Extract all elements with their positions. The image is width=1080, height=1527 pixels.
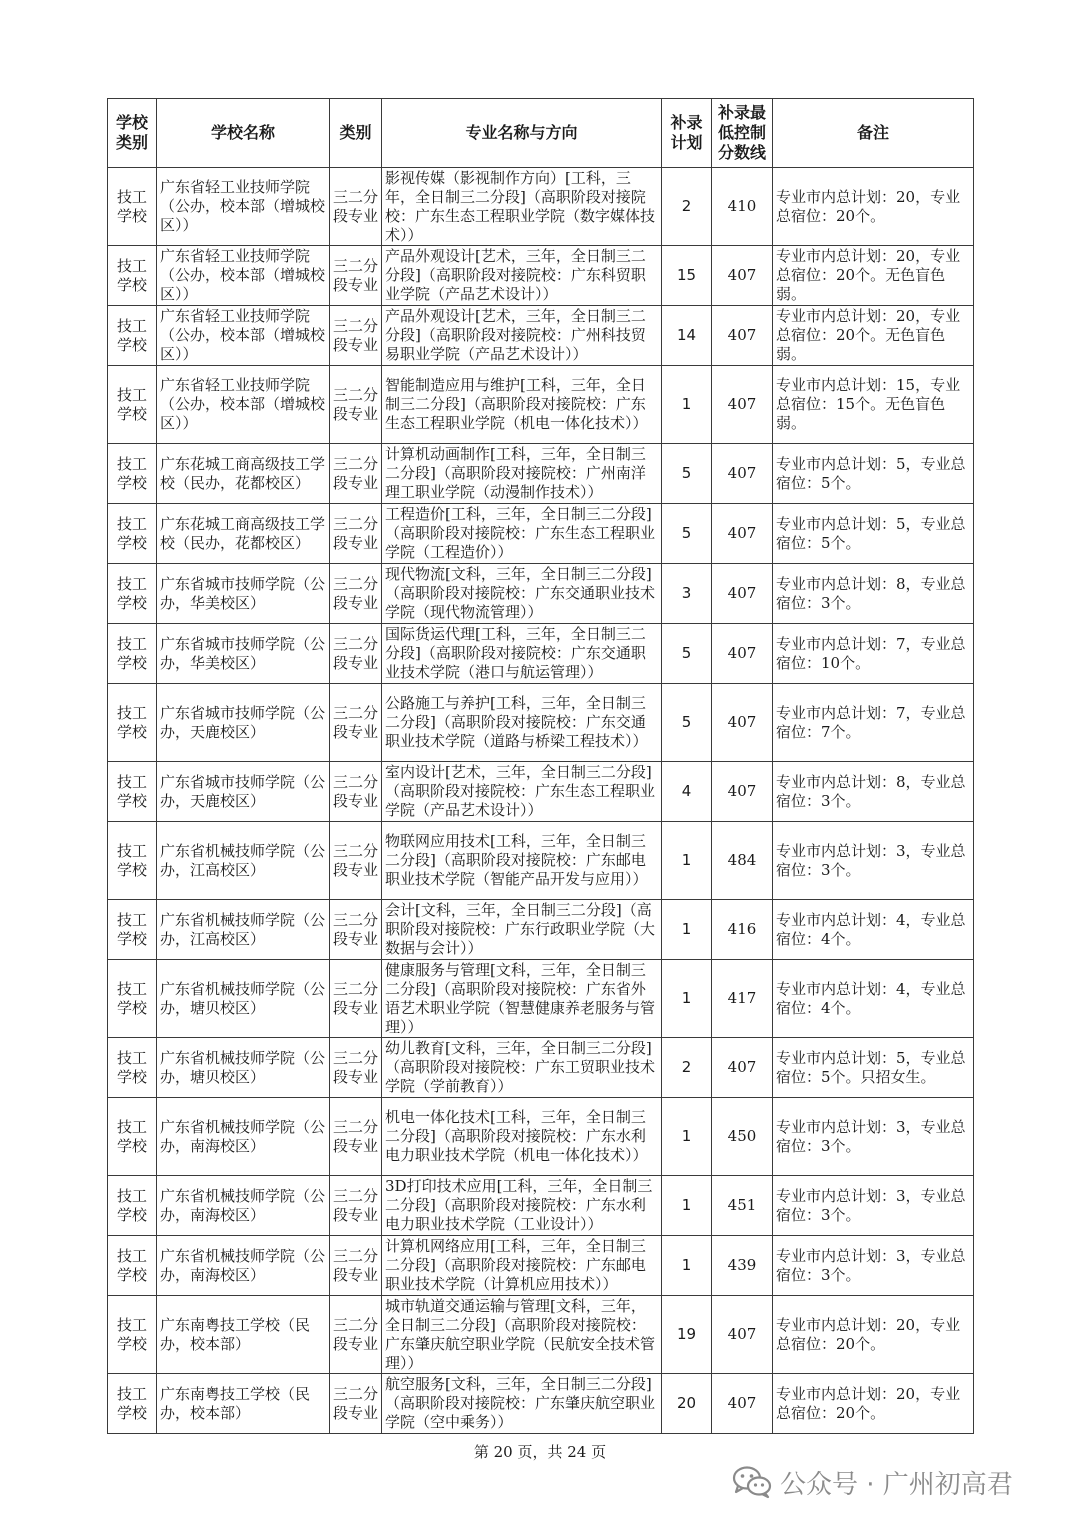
min-score-cell-text: 407 bbox=[727, 782, 757, 800]
category-cell-text: 三二分段专业 bbox=[333, 1048, 378, 1086]
plan-cell-text: 2 bbox=[681, 197, 692, 215]
notes-cell-text: 专业市内总计划：5，专业总宿位：5个。 bbox=[776, 454, 966, 492]
school-name-cell-text: 广东花城工商高级技工学校（民办，花都校区） bbox=[160, 454, 326, 492]
category-cell-text: 三二分段专业 bbox=[333, 1117, 378, 1155]
notes-cell-text: 专业市内总计划：20，专业总宿位：20个。 bbox=[776, 187, 961, 225]
min-score-cell-text: 407 bbox=[727, 524, 757, 542]
min-score-cell bbox=[712, 366, 773, 444]
notes-cell-text: 专业市内总计划：7，专业总宿位：10个。 bbox=[776, 634, 966, 672]
school-type-cell bbox=[108, 900, 157, 960]
min-score-cell bbox=[712, 1374, 773, 1434]
major-cell-text: 室内设计[艺术，三年，全日制三二分段]（高职阶段对接院校：广东生态工程职业学院（产品艺术设计）） bbox=[385, 763, 656, 819]
category-cell-text: 三二分段专业 bbox=[333, 979, 378, 1017]
category-cell bbox=[330, 900, 382, 960]
min-score-cell bbox=[712, 504, 773, 564]
header-min-score: 补录最低控制分数线 bbox=[712, 99, 773, 168]
school-name-cell-text: 广东省城市技师学院（公办，天鹿校区） bbox=[160, 772, 326, 810]
min-score-cell bbox=[712, 168, 773, 246]
major-cell-text: 幼儿教育[文科，三年，全日制三二分段]（高职阶段对接院校：广东工贸职业技术学院（学前教育）） bbox=[385, 1039, 656, 1095]
plan-cell bbox=[662, 1098, 712, 1176]
notes-cell-text: 专业市内总计划：4，专业总宿位：4个。 bbox=[776, 979, 966, 1017]
notes-cell-text: 专业市内总计划：3，专业总宿位：3个。 bbox=[776, 841, 966, 879]
notes-cell-text: 专业市内总计划：8，专业总宿位：3个。 bbox=[776, 574, 966, 612]
major-cell bbox=[382, 762, 662, 822]
plan-cell-text: 3 bbox=[681, 584, 692, 602]
wechat-icon bbox=[732, 1465, 772, 1499]
category-cell-text: 三二分段专业 bbox=[333, 514, 378, 552]
plan-cell bbox=[662, 900, 712, 960]
plan-cell-text: 1 bbox=[681, 1256, 692, 1274]
plan-cell bbox=[662, 762, 712, 822]
school-name-cell-text: 广东南粤技工学校（民办，校本部） bbox=[160, 1384, 311, 1422]
school-type-cell-text: 技工学校 bbox=[116, 772, 147, 810]
min-score-cell-text: 407 bbox=[727, 1058, 757, 1076]
table-row bbox=[108, 822, 974, 900]
category-cell bbox=[330, 1098, 382, 1176]
school-name-cell-text: 广东南粤技工学校（民办，校本部） bbox=[160, 1315, 311, 1353]
notes-cell-text: 专业市内总计划：20，专业总宿位：20个。 bbox=[776, 1315, 961, 1353]
school-name-cell-text: 广东省机械技师学院（公办，江高校区） bbox=[160, 841, 326, 879]
table-row bbox=[108, 564, 974, 624]
category-cell-text: 三二分段专业 bbox=[333, 385, 378, 423]
table-row bbox=[108, 900, 974, 960]
school-name-cell bbox=[157, 168, 330, 246]
major-cell bbox=[382, 624, 662, 684]
plan-cell bbox=[662, 960, 712, 1038]
plan-cell bbox=[662, 1296, 712, 1374]
notes-cell bbox=[773, 624, 974, 684]
plan-cell bbox=[662, 1176, 712, 1236]
min-score-cell bbox=[712, 1176, 773, 1236]
category-cell bbox=[330, 822, 382, 900]
school-type-cell bbox=[108, 1374, 157, 1434]
category-cell-text: 三二分段专业 bbox=[333, 772, 378, 810]
school-type-cell-text: 技工学校 bbox=[116, 979, 147, 1017]
school-name-cell bbox=[157, 1098, 330, 1176]
min-score-cell bbox=[712, 1236, 773, 1296]
school-name-cell-text: 广东省机械技师学院（公办，南海校区） bbox=[160, 1246, 326, 1284]
notes-cell bbox=[773, 822, 974, 900]
school-type-cell-text: 技工学校 bbox=[116, 1048, 147, 1086]
category-cell bbox=[330, 1176, 382, 1236]
category-cell-text: 三二分段专业 bbox=[333, 1186, 378, 1224]
major-cell-text: 工程造价[工科，三年，全日制三二分段]（高职阶段对接院校：广东生态工程职业学院（工程造价）） bbox=[385, 505, 656, 561]
school-name-cell bbox=[157, 366, 330, 444]
major-cell-text: 城市轨道交通运输与管理[文科，三年，全日制三二分段]（高职阶段对接院校：广东肇庆航空职业学院（民航安全技术管理）） bbox=[385, 1296, 656, 1372]
notes-cell bbox=[773, 900, 974, 960]
category-cell bbox=[330, 1296, 382, 1374]
table-row bbox=[108, 1236, 974, 1296]
major-cell-text: 智能制造应用与维护[工科，三年，全日制三二分段]（高职阶段对接院校：广东生态工程职业学院（机电一体化技术）） bbox=[385, 376, 648, 432]
plan-cell-text: 1 bbox=[681, 851, 692, 869]
major-cell bbox=[382, 822, 662, 900]
school-name-cell-text: 广东省城市技师学院（公办，华美校区） bbox=[160, 574, 326, 612]
plan-cell bbox=[662, 1236, 712, 1296]
notes-cell bbox=[773, 1038, 974, 1098]
notes-cell bbox=[773, 1296, 974, 1374]
table-row bbox=[108, 444, 974, 504]
min-score-cell-text: 407 bbox=[727, 266, 757, 284]
major-cell-text: 公路施工与养护[工科，三年，全日制三二分段]（高职阶段对接院校：广东交通职业技术学院（道路与桥梁工程技术）） bbox=[385, 694, 648, 750]
major-cell-text: 现代物流[文科，三年，全日制三二分段]（高职阶段对接院校：广东交通职业技术学院（现代物流管理）） bbox=[385, 565, 656, 621]
notes-cell-text: 专业市内总计划：20，专业总宿位：20个。无色盲色弱。 bbox=[776, 307, 961, 363]
major-cell bbox=[382, 1296, 662, 1374]
plan-cell bbox=[662, 564, 712, 624]
min-score-cell-text: 407 bbox=[727, 1325, 757, 1343]
table-row bbox=[108, 366, 974, 444]
plan-cell-text: 4 bbox=[681, 782, 692, 800]
admission-table bbox=[107, 98, 974, 1434]
school-name-cell bbox=[157, 762, 330, 822]
category-cell bbox=[330, 246, 382, 306]
plan-cell-text: 1 bbox=[681, 989, 692, 1007]
major-cell-text: 3D打印技术应用[工科，三年，全日制三二分段]（高职阶段对接院校：广东水利电力职业技术学院（工业设计）） bbox=[385, 1177, 653, 1233]
school-type-cell bbox=[108, 366, 157, 444]
major-cell-text: 会计[文科，三年，全日制三二分段]（高职阶段对接院校：广东行政职业学院（大数据与会计）） bbox=[385, 901, 656, 957]
category-cell-text: 三二分段专业 bbox=[333, 256, 378, 294]
school-name-cell-text: 广东花城工商高级技工学校（民办，花都校区） bbox=[160, 514, 326, 552]
notes-cell-text: 专业市内总计划：7，专业总宿位：7个。 bbox=[776, 703, 966, 741]
major-cell-text: 产品外观设计[艺术，三年，全日制三二分段]（高职阶段对接院校：广东科贸职业学院（产品艺术设计）） bbox=[385, 247, 646, 303]
major-cell-text: 影视传媒（影视制作方向）[工科，三年，全日制三二分段]（高职阶段对接院校：广东生态工程职业学院（数字媒体技术）） bbox=[385, 168, 656, 244]
min-score-cell bbox=[712, 960, 773, 1038]
school-name-cell-text: 广东省轻工业技师学院（公办，校本部（增城校区）） bbox=[160, 307, 326, 363]
school-name-cell-text: 广东省机械技师学院（公办，塘贝校区） bbox=[160, 979, 326, 1017]
category-cell bbox=[330, 306, 382, 366]
school-type-cell bbox=[108, 306, 157, 366]
school-name-cell bbox=[157, 624, 330, 684]
major-cell-text: 产品外观设计[艺术，三年，全日制三二分段]（高职阶段对接院校：广州科技贸易职业学院（产品艺术设计）） bbox=[385, 307, 646, 363]
min-score-cell-text: 407 bbox=[727, 713, 757, 731]
table-header-row bbox=[108, 99, 974, 168]
school-name-cell-text: 广东省城市技师学院（公办，华美校区） bbox=[160, 634, 326, 672]
category-cell bbox=[330, 1374, 382, 1434]
category-cell bbox=[330, 564, 382, 624]
table-body bbox=[108, 168, 974, 1434]
min-score-cell-text: 407 bbox=[727, 464, 757, 482]
school-type-cell bbox=[108, 624, 157, 684]
school-type-cell-text: 技工学校 bbox=[116, 514, 147, 552]
header-notes: 备注 bbox=[773, 99, 974, 168]
school-name-cell bbox=[157, 1374, 330, 1434]
school-type-cell bbox=[108, 504, 157, 564]
min-score-cell bbox=[712, 306, 773, 366]
table-row bbox=[108, 504, 974, 564]
category-cell bbox=[330, 168, 382, 246]
plan-cell bbox=[662, 306, 712, 366]
major-cell bbox=[382, 900, 662, 960]
table-row bbox=[108, 1296, 974, 1374]
school-type-cell bbox=[108, 168, 157, 246]
notes-cell bbox=[773, 564, 974, 624]
school-name-cell-text: 广东省城市技师学院（公办，天鹿校区） bbox=[160, 703, 326, 741]
school-name-cell-text: 广东省机械技师学院（公办，南海校区） bbox=[160, 1117, 326, 1155]
school-type-cell-text: 技工学校 bbox=[116, 1117, 147, 1155]
school-type-cell-text: 技工学校 bbox=[116, 385, 147, 423]
table-row bbox=[108, 1098, 974, 1176]
min-score-cell-text: 417 bbox=[727, 989, 757, 1007]
plan-cell bbox=[662, 684, 712, 762]
notes-cell-text: 专业市内总计划：3，专业总宿位：3个。 bbox=[776, 1186, 966, 1224]
school-type-cell-text: 技工学校 bbox=[116, 634, 147, 672]
plan-cell bbox=[662, 246, 712, 306]
major-cell bbox=[382, 1176, 662, 1236]
school-name-cell bbox=[157, 1176, 330, 1236]
school-name-cell bbox=[157, 900, 330, 960]
min-score-cell bbox=[712, 1098, 773, 1176]
plan-cell-text: 1 bbox=[681, 1127, 692, 1145]
plan-cell bbox=[662, 1038, 712, 1098]
plan-cell-text: 5 bbox=[681, 464, 692, 482]
category-cell bbox=[330, 444, 382, 504]
page-footer: 第 20 页，共 24 页 bbox=[473, 1443, 607, 1461]
school-name-cell bbox=[157, 504, 330, 564]
category-cell bbox=[330, 684, 382, 762]
school-name-cell bbox=[157, 444, 330, 504]
notes-cell bbox=[773, 762, 974, 822]
category-cell bbox=[330, 504, 382, 564]
school-name-cell bbox=[157, 822, 330, 900]
min-score-cell bbox=[712, 822, 773, 900]
notes-cell-text: 专业市内总计划：20，专业总宿位：20个。 bbox=[776, 1384, 961, 1422]
major-cell-text: 物联网应用技术[工科，三年，全日制三二分段]（高职阶段对接院校：广东邮电职业技术学院（智能产品开发与应用）） bbox=[385, 832, 648, 888]
min-score-cell-text: 484 bbox=[727, 851, 757, 869]
category-cell-text: 三二分段专业 bbox=[333, 703, 378, 741]
category-cell bbox=[330, 1236, 382, 1296]
school-type-cell-text: 技工学校 bbox=[116, 703, 147, 741]
plan-cell-text: 5 bbox=[681, 524, 692, 542]
plan-cell bbox=[662, 444, 712, 504]
plan-cell-text: 5 bbox=[681, 644, 692, 662]
major-cell bbox=[382, 1374, 662, 1434]
major-cell bbox=[382, 1236, 662, 1296]
school-name-cell bbox=[157, 306, 330, 366]
school-type-cell-text: 技工学校 bbox=[116, 574, 147, 612]
notes-cell-text: 专业市内总计划：8，专业总宿位：3个。 bbox=[776, 772, 966, 810]
notes-cell bbox=[773, 168, 974, 246]
school-type-cell bbox=[108, 684, 157, 762]
table-row bbox=[108, 246, 974, 306]
category-cell bbox=[330, 1038, 382, 1098]
major-cell-text: 机电一体化技术[工科，三年，全日制三二分段]（高职阶段对接院校：广东水利电力职业技术学院（机电一体化技术）） bbox=[385, 1108, 648, 1164]
min-score-cell bbox=[712, 684, 773, 762]
table-row bbox=[108, 1176, 974, 1236]
min-score-cell bbox=[712, 1296, 773, 1374]
major-cell bbox=[382, 306, 662, 366]
plan-cell bbox=[662, 504, 712, 564]
major-cell bbox=[382, 684, 662, 762]
major-cell bbox=[382, 366, 662, 444]
min-score-cell-text: 451 bbox=[727, 1196, 757, 1214]
school-name-cell-text: 广东省轻工业技师学院（公办，校本部（增城校区）） bbox=[160, 247, 326, 303]
major-cell bbox=[382, 1098, 662, 1176]
school-type-cell-text: 技工学校 bbox=[116, 841, 147, 879]
plan-cell-text: 1 bbox=[681, 395, 692, 413]
major-cell-text: 计算机动画制作[工科，三年，全日制三二分段]（高职阶段对接院校：广州南洋理工职业学院（动漫制作技术）） bbox=[385, 445, 646, 501]
major-cell-text: 航空服务[文科，三年，全日制三二分段]（高职阶段对接院校：广东肇庆航空职业学院（空中乘务）） bbox=[385, 1375, 656, 1431]
school-type-cell bbox=[108, 960, 157, 1038]
school-name-cell-text: 广东省轻工业技师学院（公办，校本部（增城校区）） bbox=[160, 178, 326, 234]
school-type-cell bbox=[108, 822, 157, 900]
category-cell-text: 三二分段专业 bbox=[333, 634, 378, 672]
school-type-cell bbox=[108, 1176, 157, 1236]
notes-cell bbox=[773, 1176, 974, 1236]
category-cell-text: 三二分段专业 bbox=[333, 454, 378, 492]
header-category: 类别 bbox=[330, 99, 382, 168]
category-cell bbox=[330, 960, 382, 1038]
min-score-cell-text: 407 bbox=[727, 584, 757, 602]
major-cell-text: 国际货运代理[工科，三年，全日制三二分段]（高职阶段对接院校：广东交通职业技术学院（港口与航运管理）） bbox=[385, 625, 646, 681]
school-type-cell-text: 技工学校 bbox=[116, 256, 147, 294]
table-row bbox=[108, 306, 974, 366]
school-name-cell bbox=[157, 960, 330, 1038]
notes-cell-text: 专业市内总计划：5，专业总宿位：5个。只招女生。 bbox=[776, 1048, 966, 1086]
plan-cell-text: 19 bbox=[676, 1325, 697, 1343]
major-cell bbox=[382, 1038, 662, 1098]
school-type-cell bbox=[108, 246, 157, 306]
category-cell-text: 三二分段专业 bbox=[333, 1384, 378, 1422]
major-cell bbox=[382, 444, 662, 504]
notes-cell bbox=[773, 444, 974, 504]
watermark bbox=[732, 1462, 1013, 1502]
major-cell-text: 健康服务与管理[文科，三年，全日制三二分段]（高职阶段对接院校：广东省外语艺术职业学院（智慧健康养老服务与管理）） bbox=[385, 960, 656, 1036]
min-score-cell bbox=[712, 1038, 773, 1098]
category-cell-text: 三二分段专业 bbox=[333, 574, 378, 612]
notes-cell bbox=[773, 246, 974, 306]
notes-cell-text: 专业市内总计划：15，专业总宿位：15个。无色盲色弱。 bbox=[776, 376, 961, 432]
table-row bbox=[108, 1374, 974, 1434]
notes-cell-text: 专业市内总计划：3，专业总宿位：3个。 bbox=[776, 1246, 966, 1284]
category-cell-text: 三二分段专业 bbox=[333, 316, 378, 354]
notes-cell-text: 专业市内总计划：4，专业总宿位：4个。 bbox=[776, 910, 966, 948]
header-school-type: 学校类别 bbox=[108, 99, 157, 168]
major-cell bbox=[382, 246, 662, 306]
header-major: 专业名称与方向 bbox=[382, 99, 662, 168]
school-name-cell bbox=[157, 246, 330, 306]
min-score-cell-text: 407 bbox=[727, 326, 757, 344]
plan-cell bbox=[662, 366, 712, 444]
school-type-cell bbox=[108, 762, 157, 822]
min-score-cell-text: 407 bbox=[727, 644, 757, 662]
min-score-cell-text: 410 bbox=[727, 197, 757, 215]
school-name-cell bbox=[157, 1236, 330, 1296]
plan-cell-text: 15 bbox=[676, 266, 697, 284]
school-type-cell-text: 技工学校 bbox=[116, 1246, 147, 1284]
school-type-cell bbox=[108, 444, 157, 504]
notes-cell-text: 专业市内总计划：3，专业总宿位：3个。 bbox=[776, 1117, 966, 1155]
major-cell bbox=[382, 504, 662, 564]
min-score-cell-text: 439 bbox=[727, 1256, 757, 1274]
min-score-cell bbox=[712, 246, 773, 306]
min-score-cell bbox=[712, 444, 773, 504]
plan-cell-text: 2 bbox=[681, 1058, 692, 1076]
plan-cell-text: 20 bbox=[676, 1394, 697, 1412]
plan-cell bbox=[662, 1374, 712, 1434]
school-name-cell-text: 广东省机械技师学院（公办，塘贝校区） bbox=[160, 1048, 326, 1086]
major-cell-text: 计算机网络应用[工科，三年，全日制三二分段]（高职阶段对接院校：广东邮电职业技术学院（计算机应用技术）） bbox=[385, 1237, 646, 1293]
school-type-cell-text: 技工学校 bbox=[116, 910, 147, 948]
header-plan: 补录计划 bbox=[662, 99, 712, 168]
major-cell bbox=[382, 168, 662, 246]
category-cell-text: 三二分段专业 bbox=[333, 910, 378, 948]
category-cell bbox=[330, 624, 382, 684]
school-type-cell-text: 技工学校 bbox=[116, 316, 147, 354]
school-type-cell bbox=[108, 1098, 157, 1176]
school-type-cell bbox=[108, 1236, 157, 1296]
category-cell bbox=[330, 366, 382, 444]
table-row bbox=[108, 1038, 974, 1098]
category-cell-text: 三二分段专业 bbox=[333, 1246, 378, 1284]
school-name-cell bbox=[157, 1296, 330, 1374]
plan-cell-text: 5 bbox=[681, 713, 692, 731]
school-type-cell bbox=[108, 564, 157, 624]
category-cell-text: 三二分段专业 bbox=[333, 841, 378, 879]
min-score-cell bbox=[712, 900, 773, 960]
plan-cell bbox=[662, 168, 712, 246]
table-row bbox=[108, 762, 974, 822]
plan-cell bbox=[662, 624, 712, 684]
category-cell-text: 三二分段专业 bbox=[333, 1315, 378, 1353]
category-cell-text: 三二分段专业 bbox=[333, 187, 378, 225]
min-score-cell bbox=[712, 624, 773, 684]
table-row bbox=[108, 168, 974, 246]
notes-cell bbox=[773, 1098, 974, 1176]
notes-cell bbox=[773, 684, 974, 762]
school-name-cell-text: 广东省机械技师学院（公办，江高校区） bbox=[160, 910, 326, 948]
school-type-cell-text: 技工学校 bbox=[116, 187, 147, 225]
school-name-cell bbox=[157, 1038, 330, 1098]
school-type-cell bbox=[108, 1296, 157, 1374]
school-name-cell bbox=[157, 684, 330, 762]
plan-cell-text: 1 bbox=[681, 920, 692, 938]
min-score-cell bbox=[712, 762, 773, 822]
plan-cell bbox=[662, 822, 712, 900]
plan-cell-text: 14 bbox=[676, 326, 697, 344]
category-cell bbox=[330, 762, 382, 822]
notes-cell bbox=[773, 1236, 974, 1296]
notes-cell bbox=[773, 1374, 974, 1434]
school-type-cell-text: 技工学校 bbox=[116, 1315, 147, 1353]
min-score-cell-text: 416 bbox=[727, 920, 757, 938]
notes-cell-text: 专业市内总计划：20，专业总宿位：20个。无色盲色弱。 bbox=[776, 247, 961, 303]
notes-cell bbox=[773, 504, 974, 564]
major-cell bbox=[382, 564, 662, 624]
notes-cell bbox=[773, 960, 974, 1038]
plan-cell-text: 1 bbox=[681, 1196, 692, 1214]
school-name-cell-text: 广东省轻工业技师学院（公办，校本部（增城校区）） bbox=[160, 376, 326, 432]
header-school-name: 学校名称 bbox=[157, 99, 330, 168]
table-row bbox=[108, 624, 974, 684]
school-type-cell-text: 技工学校 bbox=[116, 1186, 147, 1224]
notes-cell bbox=[773, 306, 974, 366]
min-score-cell-text: 407 bbox=[727, 1394, 757, 1412]
school-type-cell-text: 技工学校 bbox=[116, 1384, 147, 1422]
notes-cell-text: 专业市内总计划：5，专业总宿位：5个。 bbox=[776, 514, 966, 552]
notes-cell bbox=[773, 366, 974, 444]
min-score-cell bbox=[712, 564, 773, 624]
table-row bbox=[108, 684, 974, 762]
min-score-cell-text: 450 bbox=[727, 1127, 757, 1145]
school-type-cell-text: 技工学校 bbox=[116, 454, 147, 492]
table-row bbox=[108, 960, 974, 1038]
min-score-cell-text: 407 bbox=[727, 395, 757, 413]
school-name-cell-text: 广东省机械技师学院（公办，南海校区） bbox=[160, 1186, 326, 1224]
watermark-text: 公众号 · 广州初高君 bbox=[780, 1469, 1013, 1500]
major-cell bbox=[382, 960, 662, 1038]
school-type-cell bbox=[108, 1038, 157, 1098]
school-name-cell bbox=[157, 564, 330, 624]
